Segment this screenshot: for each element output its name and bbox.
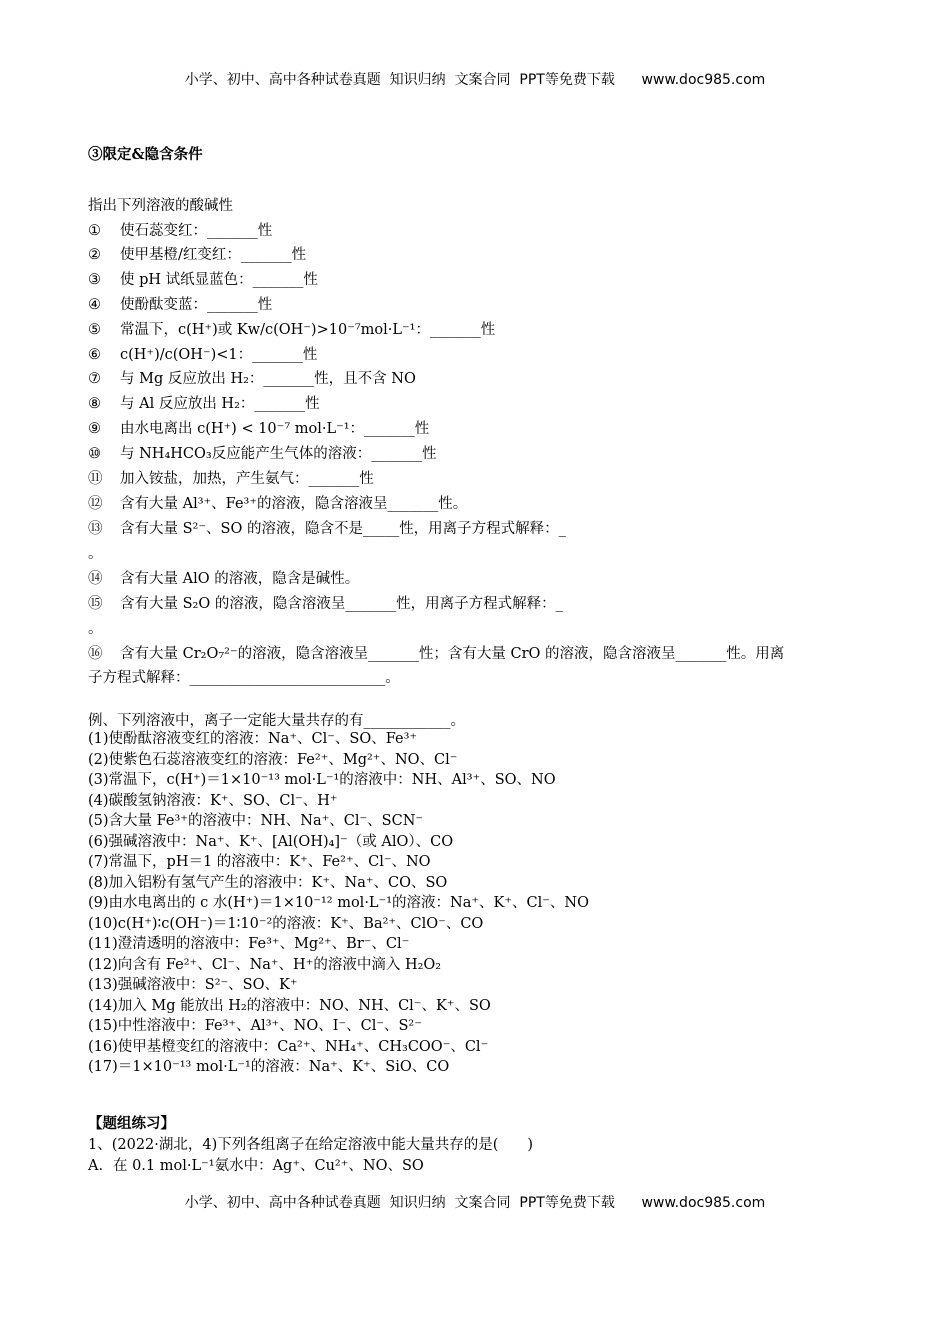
list-item	[88, 346, 317, 364]
example-item: (5)含大量 Fe³⁺的溶液中：NH、Na⁺、Cl⁻、SCN⁻	[88, 813, 424, 829]
section-title: ③限定&隐含条件	[88, 146, 203, 163]
item-number: ⑫	[88, 496, 103, 512]
item-text: 与 NH₄HCO₃反应能产生气体的溶液：_______性	[120, 446, 437, 462]
list-item	[88, 645, 784, 663]
example-item: (15)中性溶液中：Fe³⁺、Al³⁺、NO、I⁻、Cl⁻、S²⁻	[88, 1018, 422, 1034]
item-number: ⑭	[88, 571, 103, 587]
list-item	[88, 246, 306, 264]
item-text: 含有大量 AlO 的溶液，隐含是碱性。	[120, 571, 360, 587]
item-text: 常温下，c(H⁺)或 Kw/c(OH⁻)>10⁻⁷mol·L⁻¹：_______性	[120, 322, 496, 338]
example-item: (2)使紫色石蕊溶液变红的溶液：Fe²⁺、Mg²⁺、NO、Cl⁻	[88, 751, 458, 768]
item-text: 由水电离出 c(H⁺) < 10⁻⁷ mol·L⁻¹：_______性	[120, 421, 430, 437]
list-item	[88, 370, 416, 388]
item-text: 使酚酞变蓝：_______性	[120, 297, 273, 313]
practice-item: 1、(2022·湖北，4)下列各组离子在给定溶液中能大量共存的是( )	[88, 1137, 534, 1153]
example-item: (17)＝1×10⁻¹³ mol·L⁻¹的溶液：Na⁺、K⁺、SiO、CO	[88, 1059, 450, 1075]
example-item: (1)使酚酞溶液变红的溶液：Na⁺、Cl⁻、SO、Fe³⁺	[88, 731, 418, 747]
list-item	[88, 520, 566, 538]
item-text: 。	[88, 621, 103, 637]
example-item: (12)向含有 Fe²⁺、Cl⁻、Na⁺、H⁺的溶液中滴入 H₂O₂	[88, 956, 442, 973]
example-item: (9)由水电离出的 c 水(H⁺)＝1×10⁻¹² mol·L⁻¹的溶液：Na⁺、K⁺、Cl⁻、NO	[88, 895, 589, 911]
item-number: ⑪	[88, 471, 103, 487]
page-footer: 小学、初中、高中各种试卷真题 知识归纳 文案合同 PPT等免费下载 www.doc985.com	[184, 1195, 766, 1211]
list-item	[88, 495, 467, 513]
practice-title: 【题组练习】	[88, 1115, 175, 1132]
item-text: 使甲基橙/红变红：_______性	[120, 247, 307, 263]
example-item: (13)强碱溶液中：S²⁻、SO、K⁺	[88, 977, 298, 993]
list-item	[88, 271, 318, 289]
list-item	[88, 570, 359, 588]
list-item	[88, 420, 429, 438]
example-item: (14)加入 Mg 能放出 H₂的溶液中：NO、NH、Cl⁻、K⁺、SO	[88, 997, 491, 1014]
example-item: (6)强碱溶液中：Na⁺、K⁺、[Al(OH)₄]⁻（或 AlO）、CO	[88, 833, 454, 850]
item-number: ①	[88, 223, 101, 239]
item-text: 含有大量 Cr₂O₇²⁻的溶液，隐含溶液呈_______性；含有大量 CrO 的溶液，隐含溶液呈_______性。用离	[120, 646, 785, 662]
item-number: ⑮	[88, 596, 103, 612]
item-number: ⑬	[88, 521, 103, 537]
list-item	[88, 445, 436, 463]
example-title: 例、下列溶液中，离子一定能大量共存的有____________。	[88, 713, 465, 729]
list-item	[88, 470, 374, 488]
item-number: ⑧	[88, 396, 101, 412]
list-item	[88, 669, 400, 687]
item-text: 含有大量 S²⁻、SO 的溶液，隐含不是_____性，用离子方程式解释：_	[120, 521, 566, 537]
item-number: ⑦	[88, 371, 101, 387]
item-number: ⑤	[88, 322, 101, 338]
example-item: (3)常温下，c(H⁺)＝1×10⁻¹³ mol·L⁻¹的溶液中：NH、Al³⁺、SO、NO	[88, 772, 556, 788]
example-item: (11)澄清透明的溶液中：Fe³⁺、Mg²⁺、Br⁻、Cl⁻	[88, 936, 410, 952]
item-text: c(H⁺)/c(OH⁻)<1：_______性	[120, 347, 318, 363]
item-number: ②	[88, 247, 101, 263]
list-item	[88, 222, 272, 240]
example-item: (4)碳酸氢钠溶液：K⁺、SO、Cl⁻、H⁺	[88, 792, 338, 809]
item-number: ④	[88, 297, 101, 313]
list-item	[88, 321, 495, 339]
item-number: ⑨	[88, 421, 101, 437]
example-item: (7)常温下，pH＝1 的溶液中：K⁺、Fe²⁺、Cl⁻、NO	[88, 854, 431, 870]
item-text: 含有大量 S₂O 的溶液，隐含溶液呈_______性，用离子方程式解释：_	[120, 596, 563, 612]
item-text: 使石蕊变红：_______性	[120, 223, 273, 239]
item-text: 含有大量 Al³⁺、Fe³⁺的溶液，隐含溶液呈_______性。	[120, 496, 468, 512]
item-text: 子方程式解释：___________________________。	[88, 670, 400, 686]
item-text: 使 pH 试纸显蓝色：_______性	[120, 272, 318, 288]
practice-item: A．在 0.1 mol·L⁻¹氨水中：Ag⁺、Cu²⁺、NO、SO	[88, 1158, 424, 1174]
list-item	[88, 296, 272, 314]
item-text: 加入铵盐，加热，产生氨气：_______性	[120, 471, 374, 487]
item-number: ③	[88, 272, 101, 288]
item-number: ⑥	[88, 347, 101, 363]
intro-text: 指出下列溶液的酸碱性	[88, 198, 233, 214]
list-item	[88, 620, 103, 638]
page-header: 小学、初中、高中各种试卷真题 知识归纳 文案合同 PPT等免费下载 www.doc985.com	[184, 72, 766, 88]
item-number: ⑯	[88, 646, 103, 662]
list-item	[88, 395, 320, 413]
example-item: (8)加入铝粉有氢气产生的溶液中：K⁺、Na⁺、CO、SO	[88, 874, 448, 891]
list-item	[88, 545, 103, 563]
example-item: (10)c(H⁺)∶c(OH⁻)＝1∶10⁻²的溶液：K⁺、Ba²⁺、ClO⁻、CO	[88, 915, 484, 932]
example-item: (16)使甲基橙变红的溶液中：Ca²⁺、NH₄⁺、CH₃COO⁻、Cl⁻	[88, 1038, 489, 1055]
item-text: 与 Mg 反应放出 H₂：_______性，且不含 NO	[120, 371, 416, 387]
item-number: ⑩	[88, 446, 101, 462]
item-text: 。	[88, 546, 103, 562]
list-item	[88, 595, 563, 613]
item-text: 与 Al 反应放出 H₂：_______性	[120, 396, 320, 412]
